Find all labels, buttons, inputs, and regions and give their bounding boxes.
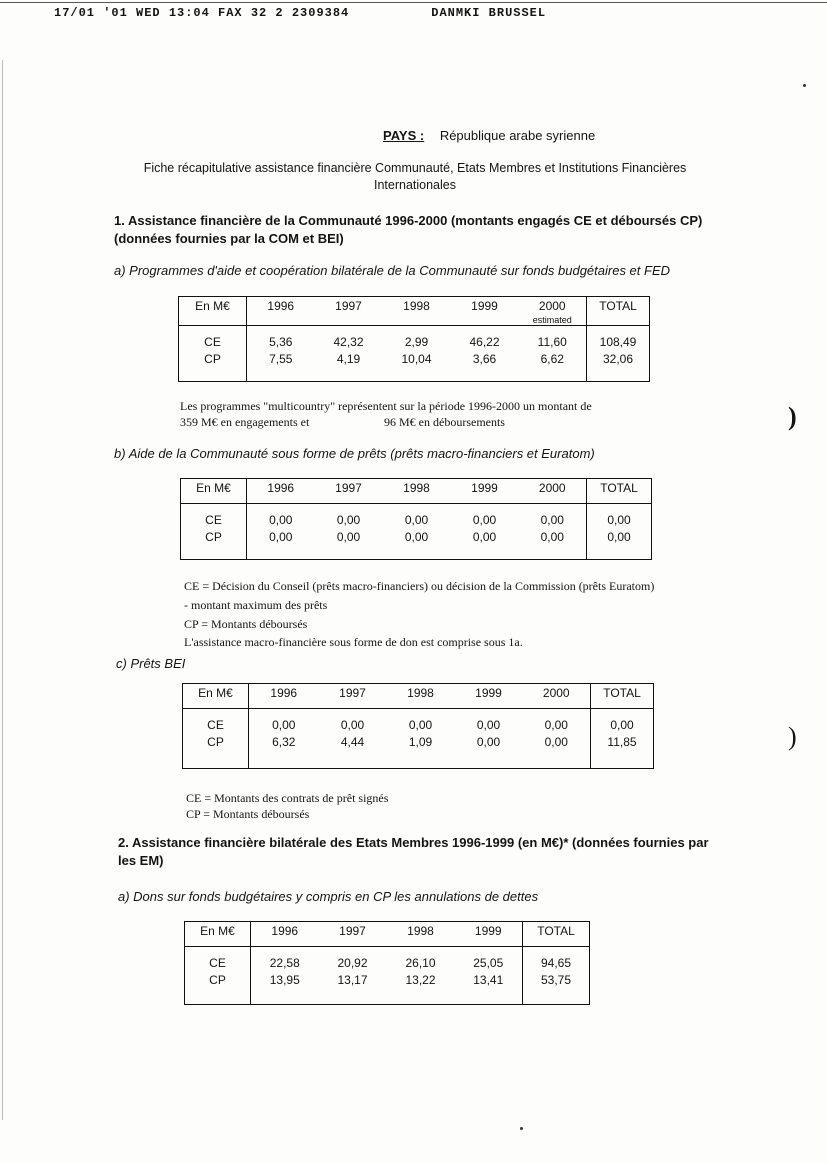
fax-top-rule	[0, 2, 827, 3]
value-cell	[523, 709, 591, 769]
value-cell	[319, 709, 387, 769]
table-value: 2,99	[404, 335, 429, 349]
year-label: 1996	[267, 299, 295, 313]
value-cell	[519, 326, 587, 382]
total-value: 0,00	[607, 530, 631, 544]
table-value: 20,92	[337, 956, 368, 970]
table-value: 0,00	[476, 718, 501, 732]
table-value: 13,22	[405, 973, 436, 987]
table-value: 22,58	[269, 956, 300, 970]
table-value: 5,36	[269, 335, 293, 349]
year-label: 2000	[538, 481, 566, 495]
table-value: 25,05	[473, 956, 504, 970]
year-label: 1999	[475, 686, 502, 700]
row-labels-cell	[181, 504, 247, 560]
year-header	[247, 297, 315, 326]
year-header	[319, 684, 387, 709]
value-cell	[319, 947, 387, 1005]
table-body-row	[181, 504, 652, 560]
value-cell	[451, 504, 519, 560]
year-label: 1996	[270, 686, 298, 700]
note-1-line-2: 359 M€ en engagements et	[180, 415, 310, 429]
year-label: 1996	[267, 481, 295, 495]
table-1c	[182, 683, 654, 769]
year-header	[251, 922, 319, 947]
year-header	[523, 684, 591, 709]
table-2a	[184, 921, 590, 1005]
year-label: 1997	[335, 299, 362, 313]
country-label: PAYS :	[383, 128, 425, 143]
total-value: 0,00	[610, 718, 634, 732]
row-label: CE	[204, 335, 221, 349]
unit-header: En M€	[179, 297, 247, 326]
value-cell	[247, 504, 315, 560]
table-body-row	[179, 326, 650, 382]
total-header: TOTAL	[587, 297, 650, 326]
section-1c-title: c) Prêts BEI	[116, 656, 186, 671]
country-heading	[383, 128, 595, 143]
year-label: 1997	[335, 481, 362, 495]
year-label: 1997	[339, 924, 366, 938]
year-header	[451, 479, 519, 504]
unit-header: En M€	[183, 684, 249, 709]
year-header	[519, 479, 587, 504]
table-value: 0,00	[340, 718, 365, 732]
row-label: CP	[204, 352, 221, 366]
year-label: 1999	[474, 924, 502, 938]
total-value: 32,06	[602, 352, 634, 366]
total-header: TOTAL	[591, 684, 654, 709]
value-cell	[315, 326, 383, 382]
year-label: 1996	[271, 924, 299, 938]
table-body-row	[183, 709, 654, 769]
year-label: 1997	[339, 686, 366, 700]
total-cell	[591, 709, 654, 769]
fax-header: 17/01 '01 WED 13:04 FAX 32 2 2309384 DANMKI BRUSSEL	[54, 6, 547, 20]
value-cell	[387, 947, 455, 1005]
scan-speck	[520, 1127, 523, 1130]
total-value: 94,65	[540, 956, 572, 970]
year-header	[519, 297, 587, 326]
table-value: 11,60	[537, 335, 567, 349]
year-label: 2000	[538, 299, 566, 313]
table-header-row	[185, 922, 590, 947]
note-3-line-2: CP = Montants déboursés	[186, 807, 310, 821]
table-value: 0,00	[404, 513, 429, 527]
table-value: 13,41	[473, 973, 504, 987]
table-value: 4,19	[336, 352, 361, 366]
country-value: République arabe syrienne	[439, 128, 596, 143]
row-labels-cell	[179, 326, 247, 382]
value-cell	[383, 504, 451, 560]
total-value: 53,75	[540, 973, 572, 987]
scan-left-edge	[2, 60, 3, 1120]
unit-header: En M€	[185, 922, 251, 947]
section-1-title: 1. Assistance financière de la Communauté 1996-2000 (montants engagés CE et déboursés CP) (données fournies par la COM et BEI)	[114, 213, 703, 246]
year-header	[383, 479, 451, 504]
table-value: 42,32	[333, 335, 364, 349]
note-1-line-2b: 96 M€ en déboursements	[384, 415, 505, 429]
year-header	[315, 479, 383, 504]
note-2-line-2: - montant maximum des prêts	[184, 598, 328, 612]
table-value: 4,44	[340, 735, 365, 749]
row-label: CP	[207, 735, 224, 749]
table-value: 13,95	[269, 973, 300, 987]
total-value: 0,00	[607, 513, 631, 527]
table-value: 0,00	[544, 718, 568, 732]
year-header	[455, 684, 523, 709]
row-label: CP	[205, 530, 222, 544]
value-cell	[251, 947, 319, 1005]
row-labels-cell	[183, 709, 249, 769]
note-1-line-1: Les programmes "multicountry" représentent sur la période 1996-2000 un montant de	[180, 399, 592, 413]
table-1a	[178, 296, 650, 382]
value-cell	[451, 326, 519, 382]
unit-header: En M€	[181, 479, 247, 504]
table-value: 46,22	[469, 335, 500, 349]
table-value: 0,00	[269, 513, 293, 527]
table-value: 1,09	[408, 735, 433, 749]
table-header-row	[181, 479, 652, 504]
value-cell	[315, 504, 383, 560]
year-header	[387, 922, 455, 947]
table-value: 0,00	[336, 513, 361, 527]
table-value: 0,00	[476, 735, 501, 749]
table-value: 3,66	[472, 352, 497, 366]
total-cell	[587, 504, 652, 560]
year-label: 1998	[407, 686, 434, 700]
table-1b	[180, 478, 652, 560]
table-value: 10,04	[401, 352, 432, 366]
table-value: 0,00	[404, 530, 429, 544]
margin-bracket-top: )	[788, 402, 797, 431]
year-label: 2000	[542, 686, 570, 700]
year-header	[451, 297, 519, 326]
section-2a-title: a) Dons sur fonds budgétaires y compris en CP les annulations de dettes	[118, 889, 539, 904]
total-cell	[587, 326, 650, 382]
year-label: 1998	[407, 924, 434, 938]
year-header	[319, 922, 387, 947]
table-value: 6,62	[540, 352, 564, 366]
note-2-line-3: CP = Montants déboursés	[184, 617, 308, 631]
section-1b-title: b) Aide de la Communauté sous forme de prêts (prêts macro-financiers et Euratom)	[114, 446, 595, 461]
value-cell	[387, 709, 455, 769]
total-header: TOTAL	[523, 922, 590, 947]
value-cell	[249, 709, 319, 769]
value-cell	[455, 947, 523, 1005]
table-value: 0,00	[408, 718, 433, 732]
table-value: 0,00	[472, 513, 497, 527]
year-header	[247, 479, 315, 504]
row-label: CE	[207, 718, 224, 732]
table-value: 7,55	[269, 352, 293, 366]
table-value: 26,10	[405, 956, 436, 970]
value-cell	[519, 504, 587, 560]
row-label: CE	[209, 956, 226, 970]
total-value: 108,49	[599, 335, 637, 349]
year-label: 1999	[471, 481, 498, 495]
total-value: 11,85	[607, 735, 637, 749]
table-value: 0,00	[544, 735, 568, 749]
table-value: 0,00	[472, 530, 497, 544]
total-header: TOTAL	[587, 479, 652, 504]
note-3-line-1: CE = Montants des contrats de prêt signés	[186, 791, 389, 805]
scan-speck	[803, 84, 806, 87]
document-subtitle: Fiche récapitulative assistance financière Communauté, Etats Membres et Institutions Financières Internationales	[143, 161, 687, 192]
year-label: 1998	[403, 481, 430, 495]
table-value: 0,00	[269, 530, 293, 544]
section-2-title: 2. Assistance financière bilatérale des Etats Membres 1996-1999 (en M€)* (données fournies par les EM)	[118, 835, 709, 868]
row-label: CE	[205, 513, 222, 527]
year-label: 1999	[471, 299, 498, 313]
table-value: 0,00	[336, 530, 361, 544]
table-body-row	[185, 947, 590, 1005]
note-2-line-4: L'assistance macro-financière sous forme de don est comprise sous 1a.	[184, 635, 523, 649]
value-cell	[455, 709, 523, 769]
total-cell	[523, 947, 590, 1005]
margin-bracket-bottom: )	[788, 722, 797, 751]
year-header	[315, 297, 383, 326]
section-1a-title: a) Programmes d'aide et coopération bilatérale de la Communauté sur fonds budgétaires et FED	[114, 263, 671, 278]
value-cell	[383, 326, 451, 382]
year-header	[249, 684, 319, 709]
row-labels-cell	[185, 947, 251, 1005]
year-label: 1998	[403, 299, 430, 313]
year-header	[387, 684, 455, 709]
table-header-row	[179, 297, 650, 326]
table-header-row	[183, 684, 654, 709]
value-cell	[247, 326, 315, 382]
table-value: 0,00	[272, 718, 296, 732]
table-value: 6,32	[272, 735, 296, 749]
row-label: CP	[209, 973, 226, 987]
table-value: 0,00	[540, 513, 564, 527]
table-value: 0,00	[540, 530, 564, 544]
estimated-note: estimated	[532, 315, 572, 325]
year-header	[383, 297, 451, 326]
year-header	[455, 922, 523, 947]
table-value: 13,17	[337, 973, 368, 987]
note-2-line-1: CE = Décision du Conseil (prêts macro-financiers) ou décision de la Commission (prêts Euratom)	[184, 579, 655, 593]
